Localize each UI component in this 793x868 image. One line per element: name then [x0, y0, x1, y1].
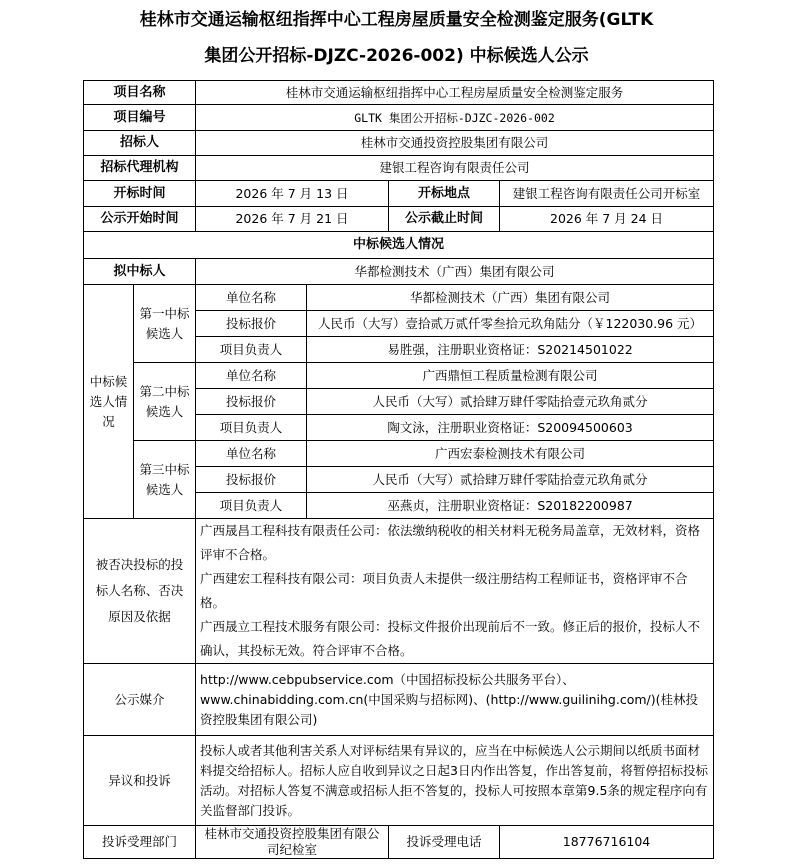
- rejected-item: 广西晟昌工程科技有限责任公司：依法缴纳税收的相关材料无税务局盖章，无效材料，资格评审不合格。: [200, 523, 701, 562]
- candidate-bid: 人民币（大写）贰拾肆万肆仟零陆拾壹元玖角贰分: [307, 389, 714, 415]
- candidate-rank: 第三中标候选人: [134, 441, 196, 519]
- manager-label: 项目负责人: [196, 337, 307, 363]
- open-time-label: 开标时间: [84, 181, 196, 207]
- table-row: [84, 363, 714, 389]
- agency-label: 招标代理机构: [84, 156, 196, 181]
- pub-start-label: 公示开始时间: [84, 207, 196, 232]
- title-line-2: 集团公开招标-DJZC-2026-002) 中标候选人公示: [204, 46, 589, 66]
- bid-label: 投标报价: [196, 467, 307, 493]
- project-code-value: GLTK 集团公开招标-DJZC-2026-002: [196, 105, 714, 131]
- table-row: [84, 664, 714, 736]
- table-row: [84, 519, 714, 664]
- media-label: 公示媒介: [84, 664, 196, 736]
- section-header: 中标候选人情况: [84, 232, 714, 259]
- project-code-label: 项目编号: [84, 105, 196, 131]
- title-line-1: 桂林市交通运输枢纽指挥中心工程房屋质量安全检测鉴定服务(GLTK: [139, 10, 654, 30]
- document-title: [0, 0, 793, 80]
- open-time-value: 2026 年 7 月 13 日: [196, 181, 389, 207]
- candidate-unit: 广西宏泰检测技术有限公司: [307, 441, 714, 467]
- table-row: [84, 259, 714, 285]
- candidate-bid: 人民币（大写）贰拾肆万肆仟零陆拾壹元玖角贰分: [307, 467, 714, 493]
- table-row: [84, 131, 714, 156]
- manager-label: 项目负责人: [196, 493, 307, 519]
- candidate-rank: 第二中标候选人: [134, 363, 196, 441]
- bid-label: 投标报价: [196, 389, 307, 415]
- bid-label: 投标报价: [196, 311, 307, 337]
- open-place-label: 开标地点: [389, 181, 500, 207]
- announcement-table: [83, 80, 714, 859]
- complaint-dept-value: 桂林市交通投资控股集团有限公司纪检室: [196, 826, 389, 859]
- rejected-label: 被否决投标的投标人名称、否决原因及依据: [84, 519, 196, 664]
- tenderer-value: 桂林市交通投资控股集团有限公司: [196, 131, 714, 156]
- table-row: [84, 826, 714, 859]
- winner-label: 拟中标人: [84, 259, 196, 285]
- media-value: http://www.cebpubservice.com（中国招标投标公共服务平台）、www.chinabidding.com.cn(中国采购与招标网)、(http://www.guilinihg.com/)(桂林投资控股集团有限公司): [196, 664, 714, 736]
- table-row: [84, 181, 714, 207]
- table-row: [84, 441, 714, 467]
- table-row: [84, 232, 714, 259]
- candidate-manager: 巫燕贞，注册职业资格证：S20182200987: [307, 493, 714, 519]
- table-row: [84, 81, 714, 105]
- pub-end-label: 公示截止时间: [389, 207, 500, 232]
- candidate-unit: 华都检测技术（广西）集团有限公司: [307, 285, 714, 311]
- manager-label: 项目负责人: [196, 415, 307, 441]
- table-row: [84, 285, 714, 311]
- objection-value: 投标人或者其他利害关系人对评标结果有异议的，应当在中标候选人公示期间以纸质书面材料提交给招标人。招标人应自收到异议之日起3日内作出答复，作出答复前，将暂停招标投标活动。对招标人答复不满意或招标人拒不答复的，投标人可按照本章第9.5条的规定程序向有关监督部门投诉。: [196, 736, 714, 826]
- candidate-manager: 陶文泳，注册职业资格证：S20094500603: [307, 415, 714, 441]
- candidate-unit: 广西鼎恒工程质量检测有限公司: [307, 363, 714, 389]
- pub-start-value: 2026 年 7 月 21 日: [196, 207, 389, 232]
- unit-label: 单位名称: [196, 441, 307, 467]
- unit-label: 单位名称: [196, 285, 307, 311]
- open-place-value: 建银工程咨询有限责任公司开标室: [500, 181, 714, 207]
- complaint-phone-value: 18776716104: [500, 826, 714, 859]
- complaint-phone-label: 投诉受理电话: [389, 826, 500, 859]
- agency-value: 建银工程咨询有限责任公司: [196, 156, 714, 181]
- rejected-item: 广西晟立工程技术服务有限公司：投标文件报价出现前后不一致。修正后的报价，投标人不确认，其投标无效。符合评审不合格。: [200, 619, 701, 658]
- table-row: [84, 156, 714, 181]
- table-row: [84, 736, 714, 826]
- rejected-content: [196, 519, 714, 664]
- unit-label: 单位名称: [196, 363, 307, 389]
- candidate-manager: 易胜强，注册职业资格证：S20214501022: [307, 337, 714, 363]
- candidates-group-label: 中标候选人情况: [84, 285, 134, 519]
- table-row: [84, 207, 714, 232]
- candidate-rank: 第一中标候选人: [134, 285, 196, 363]
- complaint-dept-label: 投诉受理部门: [84, 826, 196, 859]
- project-name-value: 桂林市交通运输枢纽指挥中心工程房屋质量安全检测鉴定服务: [196, 81, 714, 105]
- tenderer-label: 招标人: [84, 131, 196, 156]
- rejected-item: 广西建宏工程科技有限公司：项目负责人未提供一级注册结构工程师证书，资格评审不合格。: [200, 571, 688, 610]
- pub-end-value: 2026 年 7 月 24 日: [500, 207, 714, 232]
- objection-label: 异议和投诉: [84, 736, 196, 826]
- winner-value: 华都检测技术（广西）集团有限公司: [196, 259, 714, 285]
- candidate-bid: 人民币（大写）壹拾贰万贰仟零叁拾元玖角陆分（￥122030.96 元）: [307, 311, 714, 337]
- table-row: [84, 105, 714, 131]
- project-name-label: 项目名称: [84, 81, 196, 105]
